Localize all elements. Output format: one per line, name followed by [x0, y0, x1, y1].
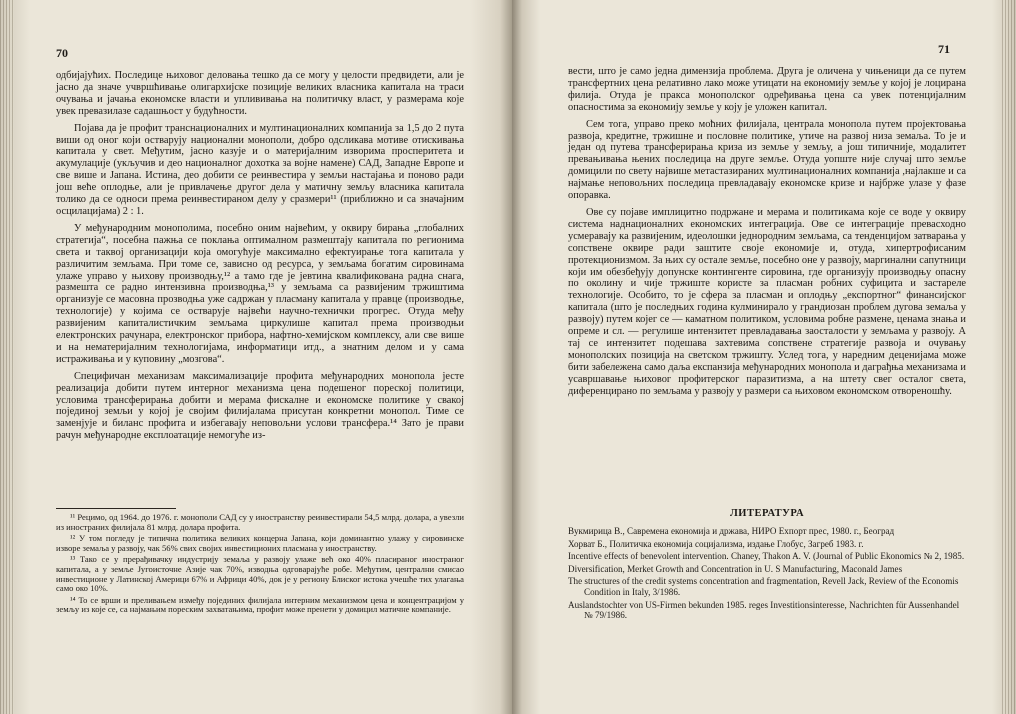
footnote: ¹³ Тако се у прерађивачку индустрију земаља у развоју улаже већ око 40% пласираног иностраног капитала, а у земље Југоисточне Азије чак 70%, изводња одговарајуће робе. Међутим, централни смисао инвестиционе у Латинској Америци 67% и Африци 40%, док је у региону Блиског истока учешће тих улагања само око 10%. [56, 554, 464, 594]
paragraph: Ове су појаве имплицитно подржане и мерама и политикама које се воде у оквиру система наднационалних економских интеграција. Ове се интеграције превасходно усмеравају ка развијеним, идеолошки једнородним земљама, са тенденцијом затварања у сопствене оквире ради заштите своје економије и, отуда, хипертрофисаним протекционизмом. За њих су остале земље, посебно оне у развоју, маргинални сапутници који им обезбеђују допунске контингенте сировина, где организују производњу опасну по околину и чије тржиште користе за пласман робних суфицита и застареле технологије. Особито, то је сфера за пласман и оплодњу „експортног“ финансијског капитала (што је последњих година кулминирало у грандиозан проблем дугова земаља у развоју) путем којег се — каматном политиком, условима робне размене, ценама знања и опреме и сл. — регулише интензитет превладавања заосталости у земљама у развоју. А тај се интензитет подешава захтевима сопствене стратегије развоја и очувању монополских позиција на светском тржишту. Услед тога, у наредним деценијама може бити забележена само даља експанзија међународних монопола и даграђња механизама и усавршавање њиховог профитерског паразитизма, а на штету свег осталог света, диференцирано по земљама у развоју у размери са њиховом економском отвореношћу. [568, 206, 966, 397]
footnotes [56, 513, 464, 617]
bibliography-heading: ЛИТЕРАТУРА [729, 508, 805, 519]
bibliography-entry: The structures of the credit systems concentration and fragmentation, Revell Jack, Review of the Economis Condition in Italy, 3/1986. [568, 576, 959, 597]
footnote: ¹¹ Рецимо, од 1964. до 1976. г. монополи САД су у иностранству реинвестирали 54,5 млрд. долара, а увезли из иностраних филијала 81 млрд. долара профита. [56, 512, 464, 532]
body-text [568, 66, 966, 397]
paragraph: вести, што је само једна димензија проблема. Друга је оличена у чињеници да се путем трансфертних цена релативно лако може утицати на економију земље у којој је лоцирана филија. Отуда је пракса монополског одређивања цена са увек потенцијалним опасностима за економију земље у коју је уложен капитал. [568, 66, 966, 113]
bibliography-entry: Вукмирица В., Савремена економија и држава, НИРО Ехпорт прес, 1980. г., Београд [568, 526, 895, 536]
bibliography-entry: Incentive effects of benevolent intervention. Chaney, Thakon A. V. (Journal of Public Ekonomics № 2, 1985. [568, 551, 965, 562]
page-edge-decoration [1002, 0, 1016, 714]
page-edge-decoration [0, 0, 14, 714]
footnote: ¹⁴ То се врши и преливањем између појединих филијала интерним механизмом цена и концентрацијом у земљу из које се, са најмањим пореским захватањима, профит може пренети у домицил матичне компаније. [56, 594, 464, 615]
bibliography-entry: Diversification, Merket Growth and Concentration in U. S Manufacturing, Macоnald James [568, 563, 903, 574]
paragraph: Специфичан механизам максимализације профита међународних монопола јесте реализација добити путем интерног механизма цена подешеног пореској политици, условима трансферирања добити и мерама фискалне и економске политике у свакој појединој земљи у којој је својим филијалама присутан конкретни монопол. Тиме се заменјује и биланс профита и избегавају неповољни услови трансфера.¹⁴ Зато је прави рачун међународне експлоатације немогуће из- [56, 370, 464, 442]
bibliography-entry: Хорват Б., Политичка економија социјализма, издање Глобус, Загреб 1983. г. [568, 538, 864, 549]
page-number: 70 [56, 46, 68, 60]
footnote: ¹² У том погледу је типична политика великих концерна Јапана, који доминантно улажу у сировинске изворе земаља у развоју, чак 56% свих својих инвестиционих пласмана у иностранству. [56, 533, 464, 553]
footnote-rule [56, 508, 176, 509]
paragraph: одбијајућих. Последице њиховог деловања тешко да се могу у целости предвидети, али је јасно да значе учвршћивање олигархијске позиције великих власника капитала на траси очувања и јачања економске власти и уплививања на политичку власт, у размерама које увек превазилазе садашњост у будућности. [56, 70, 464, 117]
right-page [512, 0, 1016, 714]
paragraph: Појава да је профит транснационалних и мултинационалних компанија за 1,5 до 2 пута виши од оног који остварују национални монополи, добро одсликава мотиве отискивања капитала у свет. Међутим, јасно казује и о материјалним изворима просперитета и акумулације (укључив и део националног дохотка за војне намене) САД, Западне Европе и све више и Јапана. Истина, део добити се реинвестира у земљи настајања и поново ради још веће оплодње, али је привлачење другог дела у матичну земљу власника капитала толико да се односи према реинвестираном делу у сразмери¹¹ (приближно и са значајним осцилацијама) 2 : 1. [56, 122, 464, 217]
paragraph: У међународним монополима, посебно оним највећим, у оквиру бирања „глобалних стратегија“, посебна пажња се поклања оптималном размештају капитала по регионима света и таквој организацији која омогућује максимално ефектуирање тога капитала у различитим земљама. При томе се, зависно од ресурса, у земљама богатим сировинама улаже управо у њихову производњу,¹² а тамо где је јевтина квалификована радна снага, размешта се радно интензивна производња,¹³ у земљама са развијеним тржиштима организује се масовна прозводња уже садржан у пласману капитала у правце (производње, технологије) у којима се остварује највећи научно-технички прогрес. Отуда међу развијеним капиталистичким земљама циркулише капитал према производњи електронских рачунара, електронског прибора, нафтно-хемијском комплексу, али све више и на нематеријалним технологијама, информатици итд., а знатним делом и у сама истраживања и у куповину „мозгова“. [56, 222, 464, 365]
page-number: 71 [938, 42, 950, 56]
body-text [56, 70, 464, 442]
bibliography-list [568, 526, 966, 623]
paragraph: Сем тога, управо преко моћних филијала, централа монопола путем пројектовања развоја, кредитне, тржишне и пословне политике, утиче на развој низа земаља. То је и један од путева трансферирања криза из земље у земљу, а још типичније, модалитет превањивања њених последица на друге земље. Отуда уопште није случај што земље домицили по свету највише метастазираних мултинационалних компанија ,најлакше и са најмање неповољних последица превладавају економске кризе и најбрже улазе у фазе опоравка. [568, 118, 966, 202]
bibliography-entry: Auslandstochter von US-Firmen bekunden 1985. reges Investitionsinteresse, Nachrichten für Aussenhandel № 79/1986. [568, 599, 960, 621]
